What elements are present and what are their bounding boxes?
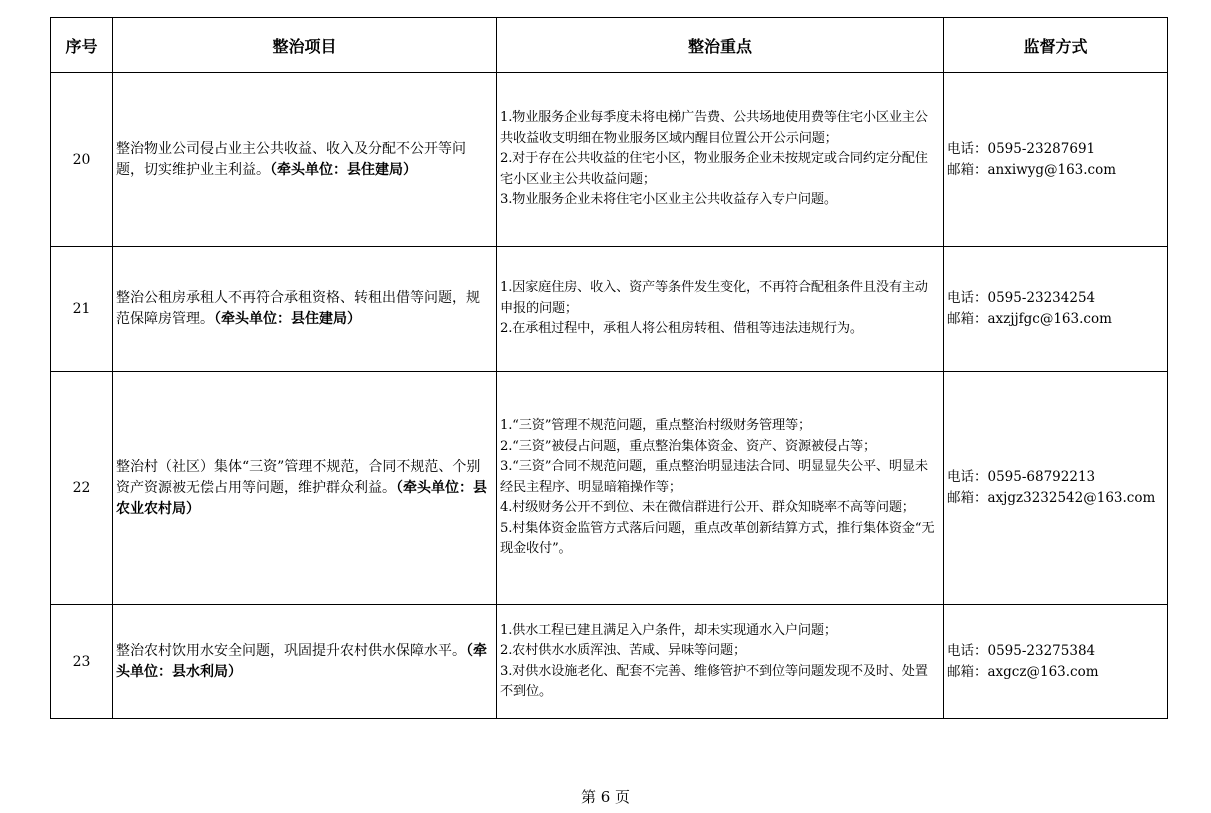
table-row [51,372,1168,605]
focus-item: 3.“三资”合同不规范问题，重点整治明显违法合同、明显显失公平、明显未经民主程序、明显暗箱操作等； [500,459,928,495]
lead-unit: （牵头单位：县住建局） [270,161,417,178]
lead-unit: （牵头单位：县住建局） [214,311,361,327]
row-focus [497,247,944,372]
row-contact [944,605,1168,719]
row-project [113,73,497,247]
table-row [51,247,1168,372]
project-text: 整治物业公司侵占业主公共收益、收入及分配不公开等问题，切实维护业主利益。 [116,140,466,178]
row-project [113,605,497,719]
focus-item: 3.对供水设施老化、配套不完善、维修管护不到位等问题发现不及时、处置不到位。 [500,663,928,699]
row-focus [497,372,944,605]
table-row [51,73,1168,247]
row-focus [497,73,944,247]
focus-item: 2.农村供水水质浑浊、苦咸、异味等问题； [500,643,746,658]
phone: 电话：0595-23234254 [947,290,1096,306]
email: 邮箱：axzjjfgc@163.com [947,311,1112,327]
row-num: 23 [51,605,113,719]
table-row [51,605,1168,719]
project-text: 整治村（社区）集体“三资”管理不规范，合同不规范、个别资产资源被无偿占用等问题，维护群众利益。 [116,458,481,496]
email: 邮箱：axjgz3232542@163.com [947,490,1156,506]
header-supervision: 监督方式 [944,18,1168,73]
focus-item: 3.物业服务企业未将住宅小区业主公共收益存入专户问题。 [500,192,837,208]
focus-item: 1.“三资”管理不规范问题，重点整治村级财务管理等； [500,418,811,434]
row-num: 20 [51,73,113,247]
focus-item: 2.对于存在公共收益的住宅小区，物业服务企业未按规定或合同约定分配住宅小区业主公共收益问题； [500,151,928,187]
phone: 电话：0595-23287691 [947,140,1096,157]
phone: 电话：0595-68792213 [947,469,1096,485]
email: 邮箱：axgcz@163.com [947,663,1099,680]
focus-item: 2.在承租过程中，承租人将公租房转租、借租等违法违规行为。 [500,321,863,337]
row-contact [944,372,1168,605]
row-project [113,247,497,372]
focus-item: 1.供水工程已建且满足入户条件，却未实现通水入户问题； [500,622,837,638]
project-text: 整治公租房承租人不再符合承租资格、转租出借等问题，规范保障房管理。 [116,290,480,327]
rectification-table [50,17,1168,719]
page-number: 第 6 页 [580,788,631,806]
phone: 电话：0595-23275384 [947,642,1096,659]
row-num: 21 [51,247,113,372]
project-text: 整治农村饮用水安全问题，巩固提升农村供水保障水平。 [116,642,466,659]
header-num: 序号 [51,18,113,73]
focus-item: 2.“三资”被侵占问题，重点整治集体资金、资产、资源被侵占等； [500,438,876,454]
focus-item: 5.村集体资金监管方式落后问题，重点改革创新结算方式，推行集体资金“无现金收付”。 [500,520,935,557]
focus-item: 1.物业服务企业每季度未将电梯广告费、公共场地使用费等住宅小区业主公共收益收支明细在物业服务区域内醒目位置公开公示问题； [500,110,928,146]
header-focus: 整治重点 [497,18,944,73]
email: 邮箱：anxiwyg@163.com [947,161,1117,178]
header-project: 整治项目 [113,18,497,73]
row-contact [944,247,1168,372]
header-row [51,18,1168,73]
row-num: 22 [51,372,113,605]
row-contact [944,73,1168,247]
row-focus [497,605,944,719]
row-project [113,372,497,605]
focus-item: 4.村级财务公开不到位、未在微信群进行公开、群众知晓率不高等问题； [500,500,915,516]
focus-item: 1.因家庭住房、收入、资产等条件发生变化，不再符合配租条件且没有主动申报的问题； [500,280,928,316]
lead-unit: （牵头单位：县水利局） [116,642,487,680]
lead-unit: （牵头单位：县农业农村局） [116,479,487,517]
